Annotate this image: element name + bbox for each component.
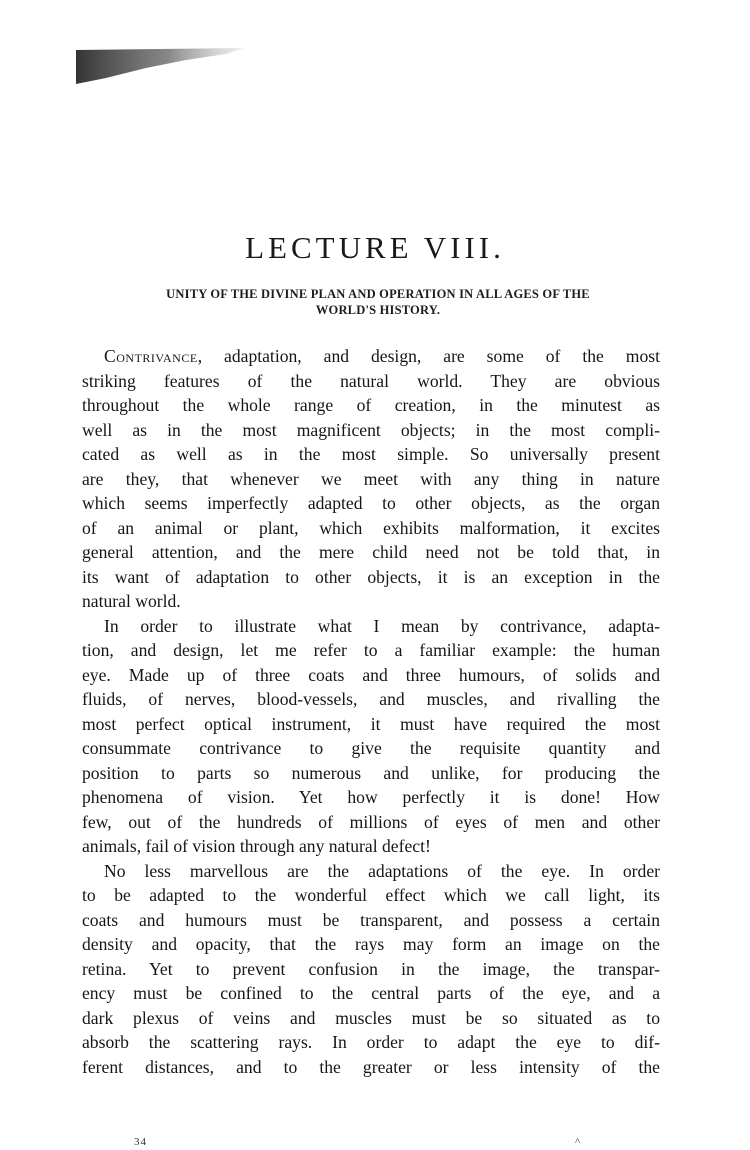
subtitle-line-1: UNITY OF THE DIVINE PLAN AND OPERATION IN ALL AGES OF THE — [166, 287, 590, 301]
text-line: retina. Yet to prevent confusion in the image, the transpar- — [82, 958, 660, 979]
text-line: eye. Made up of three coats and three humours, of solids and — [82, 664, 660, 685]
lecture-subtitle — [96, 286, 660, 318]
ink-smudge-mark — [76, 46, 246, 86]
text-line: cated as well as in the most simple. So universally present — [82, 444, 660, 464]
lecture-title: LECTURE VIII. — [245, 230, 505, 265]
text-line: well as in the most magnificent objects; in the most compli- — [82, 419, 660, 440]
text-line: absorb the scattering rays. In order to adapt the eye to dif- — [82, 1032, 660, 1052]
text-line: which seems imperfectly adapted to other objects, as the organ — [82, 493, 660, 513]
text-line-1 — [82, 344, 660, 369]
text-line: animals, fail of vision through any natural defect! — [82, 836, 431, 856]
text-line-1-rest: , adaptation, and design, are some of the most — [197, 346, 660, 366]
text-line: No less marvellous are the adaptations of the eye. In order — [104, 860, 660, 881]
text-line: natural world. — [82, 591, 181, 611]
text-line: consummate contrivance to give the requisite quantity and — [82, 738, 660, 758]
text-line: phenomena of vision. Yet how perfectly it is done! How — [82, 787, 660, 807]
text-line: most perfect optical instrument, it must have required the most — [82, 713, 660, 734]
text-line: are they, that whenever we meet with any thing in nature — [82, 468, 660, 489]
text-line: ency must be confined to the central parts of the eye, and a — [82, 983, 660, 1003]
paragraph-lead-word: Contrivance — [104, 346, 198, 366]
text-line: to be adapted to the wonderful effect which we call light, its — [82, 885, 660, 905]
text-line: tion, and design, let me refer to a familiar example: the human — [82, 640, 660, 660]
subtitle-line-2: WORLD'S HISTORY. — [315, 303, 441, 317]
text-line: few, out of the hundreds of millions of eyes of men and other — [82, 811, 660, 832]
text-line: its want of adaptation to other objects, it is an exception in the — [82, 566, 660, 587]
text-line: fluids, of nerves, blood-vessels, and muscles, and rivalling the — [82, 689, 660, 709]
text-line: throughout the whole range of creation, in the minutest as — [82, 395, 660, 415]
text-line: position to parts so numerous and unlike, for producing the — [82, 762, 660, 783]
text-line: coats and humours must be transparent, and possess a certain — [82, 909, 660, 930]
text-line: striking features of the natural world. They are obvious — [82, 370, 660, 391]
text-line: general attention, and the mere child need not be told that, in — [82, 542, 660, 562]
text-line: dark plexus of veins and muscles must be so situated as to — [82, 1007, 660, 1028]
text-line: density and opacity, that the rays may form an image on the — [82, 934, 660, 954]
text-line: In order to illustrate what I mean by contrivance, adapta- — [104, 615, 660, 636]
text-line: of an animal or plant, which exhibits malformation, it excites — [82, 517, 660, 538]
body-text — [82, 344, 660, 1079]
catchword-mark: ^ — [575, 1136, 581, 1148]
signature-mark: 34 — [134, 1136, 147, 1148]
text-line: ferent distances, and to the greater or less intensity of the — [82, 1056, 660, 1077]
